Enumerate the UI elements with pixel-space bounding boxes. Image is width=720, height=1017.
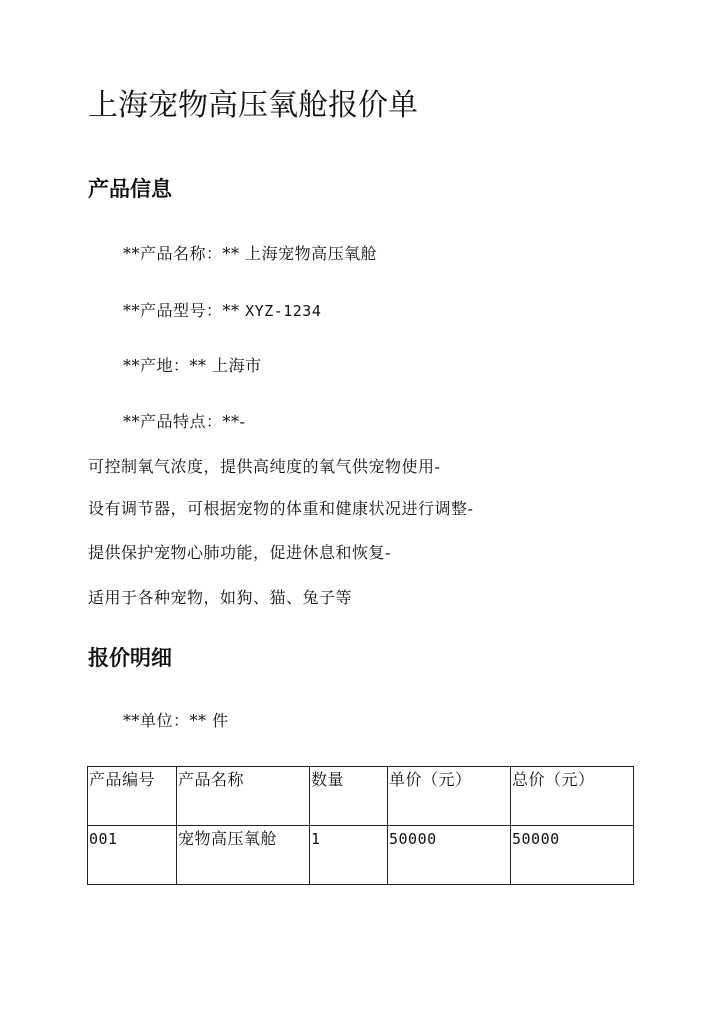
document-title: 上海宠物高压氧舱报价单 (88, 88, 418, 123)
product-info-heading: 产品信息 (88, 176, 172, 201)
field-label: **产品名称：** (123, 244, 240, 263)
field-label: **产品特点：**- (123, 412, 246, 431)
field-label: **单位：** (123, 711, 207, 730)
quote-table (87, 766, 634, 885)
feature-line: 提供保护宠物心肺功能，促进休息和恢复- (88, 543, 391, 562)
header-product-id: 产品编号 (88, 767, 177, 826)
cell-product-name: 宠物高压氧舱 (177, 826, 310, 885)
cell-product-id: 001 (88, 826, 177, 885)
feature-line: 设有调节器，可根据宠物的体重和健康状况进行调整- (88, 499, 474, 518)
quote-details-heading: 报价明细 (88, 645, 172, 670)
table-row (88, 826, 634, 885)
feature-line: 可控制氧气浓度，提供高纯度的氧气供宠物使用- (88, 457, 441, 476)
field-product-model (123, 299, 321, 323)
header-product-name: 产品名称 (177, 767, 310, 826)
field-value: XYZ-1234 (245, 302, 322, 320)
field-origin (123, 354, 262, 378)
field-value: 上海宠物高压氧舱 (245, 244, 378, 263)
field-label: **产品型号：** (123, 301, 240, 320)
cell-unit-price: 50000 (388, 826, 511, 885)
field-value: 件 (212, 711, 229, 730)
field-label: **产地：** (123, 356, 207, 375)
header-quantity: 数量 (310, 767, 388, 826)
header-unit-price: 单价（元） (388, 767, 511, 826)
field-value: 上海市 (212, 356, 262, 375)
header-total-price: 总价（元） (511, 767, 634, 826)
field-product-name (123, 242, 377, 266)
table-header-row (88, 767, 634, 826)
field-unit (123, 709, 229, 733)
cell-total-price: 50000 (511, 826, 634, 885)
feature-line: 适用于各种宠物，如狗、猫、兔子等 (88, 588, 353, 607)
field-features (123, 410, 245, 434)
cell-quantity: 1 (310, 826, 388, 885)
